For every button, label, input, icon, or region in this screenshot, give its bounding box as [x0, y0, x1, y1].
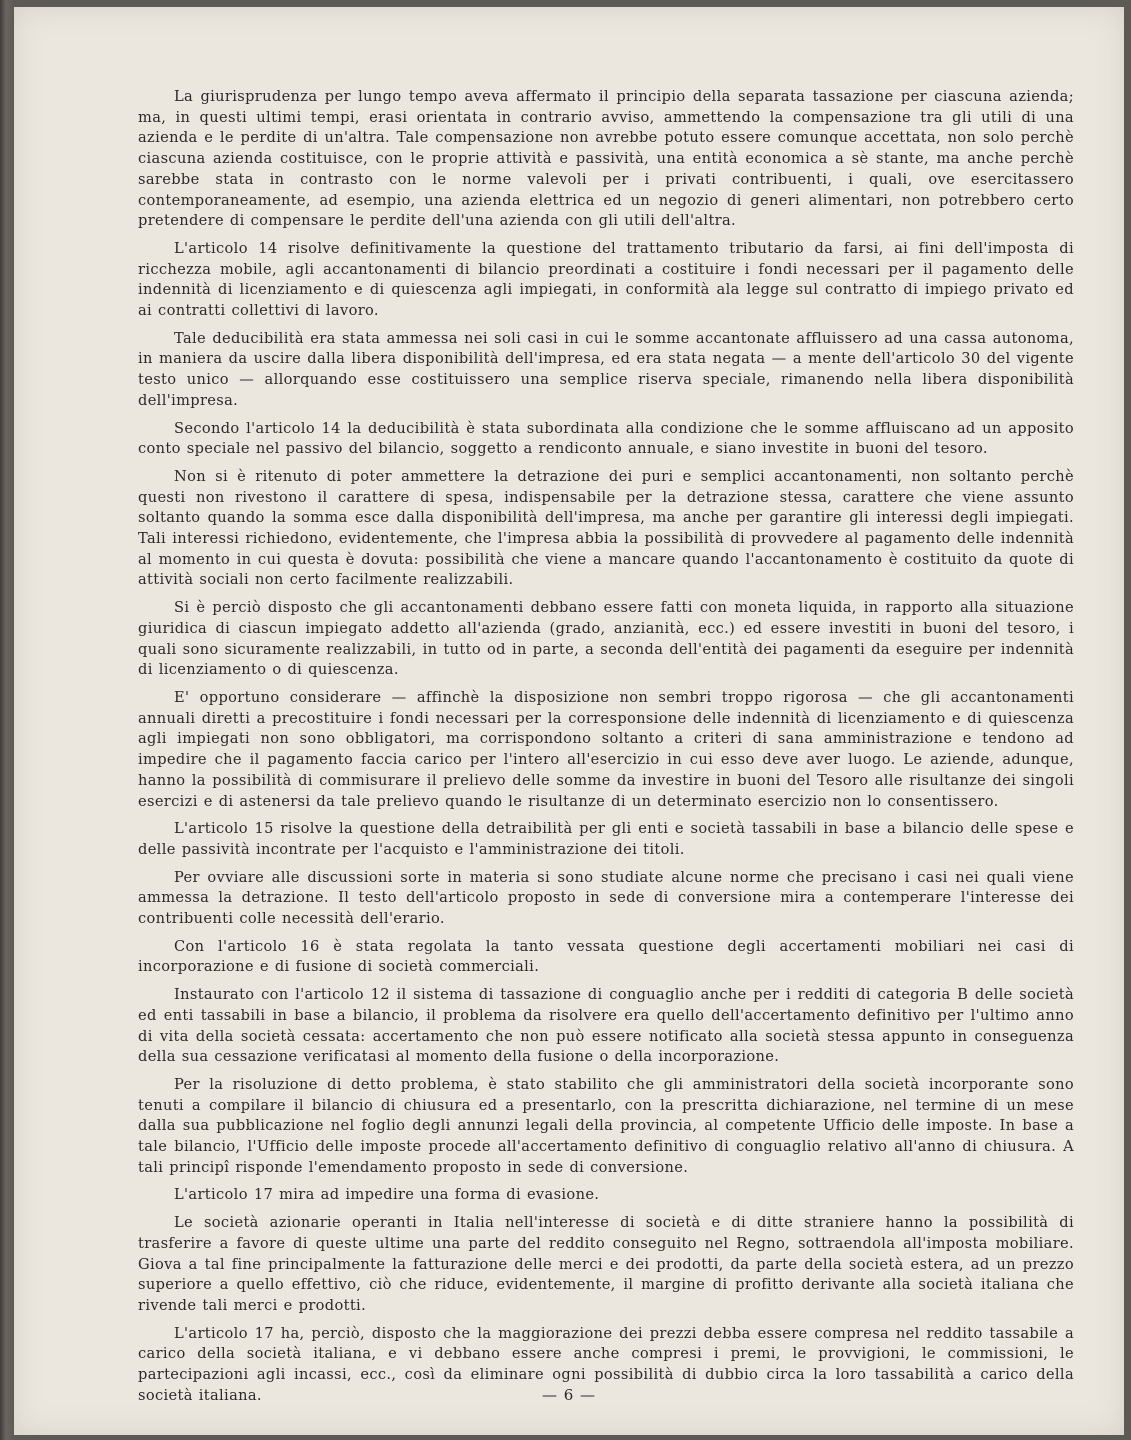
paragraph-8: L'articolo 15 risolve la questione della detraibilità per gli enti e società tassabili in base a bilancio delle spese e delle passività incontrate per l'acquisto e l'amministrazione dei titoli.: [138, 820, 1074, 858]
paragraph-2: L'articolo 14 risolve definitivamente la questione del trattamento tributario da farsi, ai fini dell'imposta di ricchezza mobile, agli accantonamenti di bilancio preordinati a costituire i fondi necessari per il pagamento delle indennità di licenziamento e di quiescenza agli impiegati, in conformità ala legge sul contratto di impiego privato ed ai contratti collettivi di lavoro.: [138, 239, 1074, 320]
paragraph-10: Con l'articolo 16 è stata regolata la tanto vessata questione degli accertamenti mobiliari nei casi di incorporazione e di fusione di società commerciali.: [138, 937, 1074, 976]
paragraph-14: Le società azionarie operanti in Italia nell'interesse di società e di ditte straniere hanno la possibilità di trasferire a favore di queste ultime una parte del reddito conseguito nel Regno, sottraendola all'imposta mobiliare. Giova a tal fine principalmente la fatturazione delle merci e dei prodotti, da parte della società estera, ad un prezzo superiore a quello effettivo, ciò che riduce, evidentemente, il margine di profitto derivante alla società italiana che rivende tali merci e prodotti.: [138, 1214, 1074, 1314]
paragraph-9: Per ovviare alle discussioni sorte in materia si sono studiate alcune norme che precisano i casi nei quali viene ammessa la detrazione. Il testo dell'articolo proposto in sede di conversione mira a contemperare l'interesse dei contribuenti colle necessità dell'erario.: [138, 868, 1074, 928]
page-number: — 6 —: [541, 1386, 597, 1404]
body-text: [138, 87, 1074, 1413]
document-page: [14, 7, 1124, 1435]
paragraph-15: L'articolo 17 ha, perciò, disposto che la maggiorazione dei prezzi debba essere compresa nel reddito tassabile a carico della società italiana, e vi debbano essere anche compresi i premi, le provvigioni, le commissioni, le partecipazioni agli incassi, ecc., così da eliminare ogni possibilità di dubbio circa la loro tassabilità a carico della società italiana.: [138, 1324, 1074, 1404]
paragraph-12: Per la risoluzione di detto problema, è stato stabilito che gli amministratori della società incorporante sono tenuti a compilare il bilancio di chiusura ed a presentarlo, con la prescritta dichiarazione, nel termine di un mese dalla sua pubblicazione nel foglio degli annunzi legali della provincia, al competente Ufficio delle imposte. In base a tale bilancio, l'Ufficio delle imposte procede all'accertamento definitivo di conguaglio relativo all'anno di chiusura. A tali principî risponde l'emendamento proposto in sede di conversione.: [138, 1075, 1074, 1176]
paragraph-13: L'articolo 17 mira ad impedire una forma di evasione.: [174, 1186, 600, 1204]
paragraph-6: Si è perciò disposto che gli accantonamenti debbano essere fatti con moneta liquida, in rapporto alla situazione giuridica di ciascun impiegato addetto all'azienda (grado, anzianità, ecc.) ed essere investiti in buoni del tesoro, i quali sono sicuramente realizzabili, in tutto od in parte, a seconda dell'entità dei pagamenti da eseguire per indennità di licenziamento o di quiescenza.: [138, 599, 1074, 679]
paragraph-4: Secondo l'articolo 14 la deducibilità è stata subordinata alla condizione che le somme affluiscano ad un apposito conto speciale nel passivo del bilancio, soggetto a rendiconto annuale, e siano investite in buoni del tesoro.: [138, 419, 1074, 458]
paragraph-11: Instaurato con l'articolo 12 il sistema di tassazione di conguaglio anche per i redditi di categoria B delle società ed enti tassabili in base a bilancio, il problema da risolvere era quello dell'accertamento definitivo per l'ultimo anno di vita della società cessata: accertamento che non può essere notificato alla società stessa appunto in conseguenza della sua cessazione verificatasi al momento della fusione o della incorporazione.: [138, 986, 1074, 1066]
paragraph-1: La giurisprudenza per lungo tempo aveva affermato il principio della separata tassazione per ciascuna azienda; ma, in questi ultimi tempi, erasi orientata in contrario avviso, ammettendo la compensazione tra gli utili di una azienda e le perdite di un'altra. Tale compensazione non avrebbe potuto essere comunque accettata, non solo perchè ciascuna azienda costituisce, con le proprie attività e passività, una entità economica a sè stante, ma anche perchè sarebbe stata in contrasto con le norme valevoli per i privati contribuenti, i quali, ove esercitassero contemporaneamente, ad esempio, una azienda elettrica ed un negozio di generi alimentari, non potrebbero certo pretendere di compensare le perdite dell'una azienda con gli utili dell'altra.: [138, 88, 1074, 230]
paragraph-7: E' opportuno considerare — affinchè la disposizione non sembri troppo rigorosa — che gli accantonamenti annuali diretti a precostituire i fondi necessari per la corresponsione delle indennità di licenziamento e di quiescenza agli impiegati non sono obbligatori, ma corrispondono soltanto a criteri di sana amministrazione e tendono ad impedire che il pagamento faccia carico per l'intero all'esercizio in cui esso deve aver luogo. Le aziende, adunque, hanno la possibilità di commisurare il prelievo delle somme da investire in buoni del Tesoro alle risultanze dei singoli esercizi e di astenersi da tale prelievo quando le risultanze di un determinato esercizio non lo consentissero.: [138, 688, 1074, 810]
paragraph-5: Non si è ritenuto di poter ammettere la detrazione dei puri e semplici accantonamenti, non soltanto perchè questi non rivestono il carattere di spesa, indispensabile per la detrazione stessa, carattere che viene assunto soltanto quando la somma esce dalla disponibilità dell'impresa, ma anche per garantire gli interessi degli impiegati. Tali interessi richiedono, evidentemente, che l'impresa abbia la possibilità di provvedere al pagamento delle indennità al momento in cui questa è dovuta: possibilità che viene a mancare quando l'accantonamento è costituito da quote di attività sociali non certo facilmente realizzabili.: [138, 467, 1074, 589]
paragraph-3: Tale deducibilità era stata ammessa nei soli casi in cui le somme accantonate affluissero ad una cassa autonoma, in maniera da uscire dalla libera disponibilità dell'impresa, ed era stata negata — a mente dell'articolo 30 del vigente testo unico — allorquando esse costituissero una semplice riserva speciale, rimanendo nella libera disponibilità dell'impresa.: [138, 329, 1074, 409]
